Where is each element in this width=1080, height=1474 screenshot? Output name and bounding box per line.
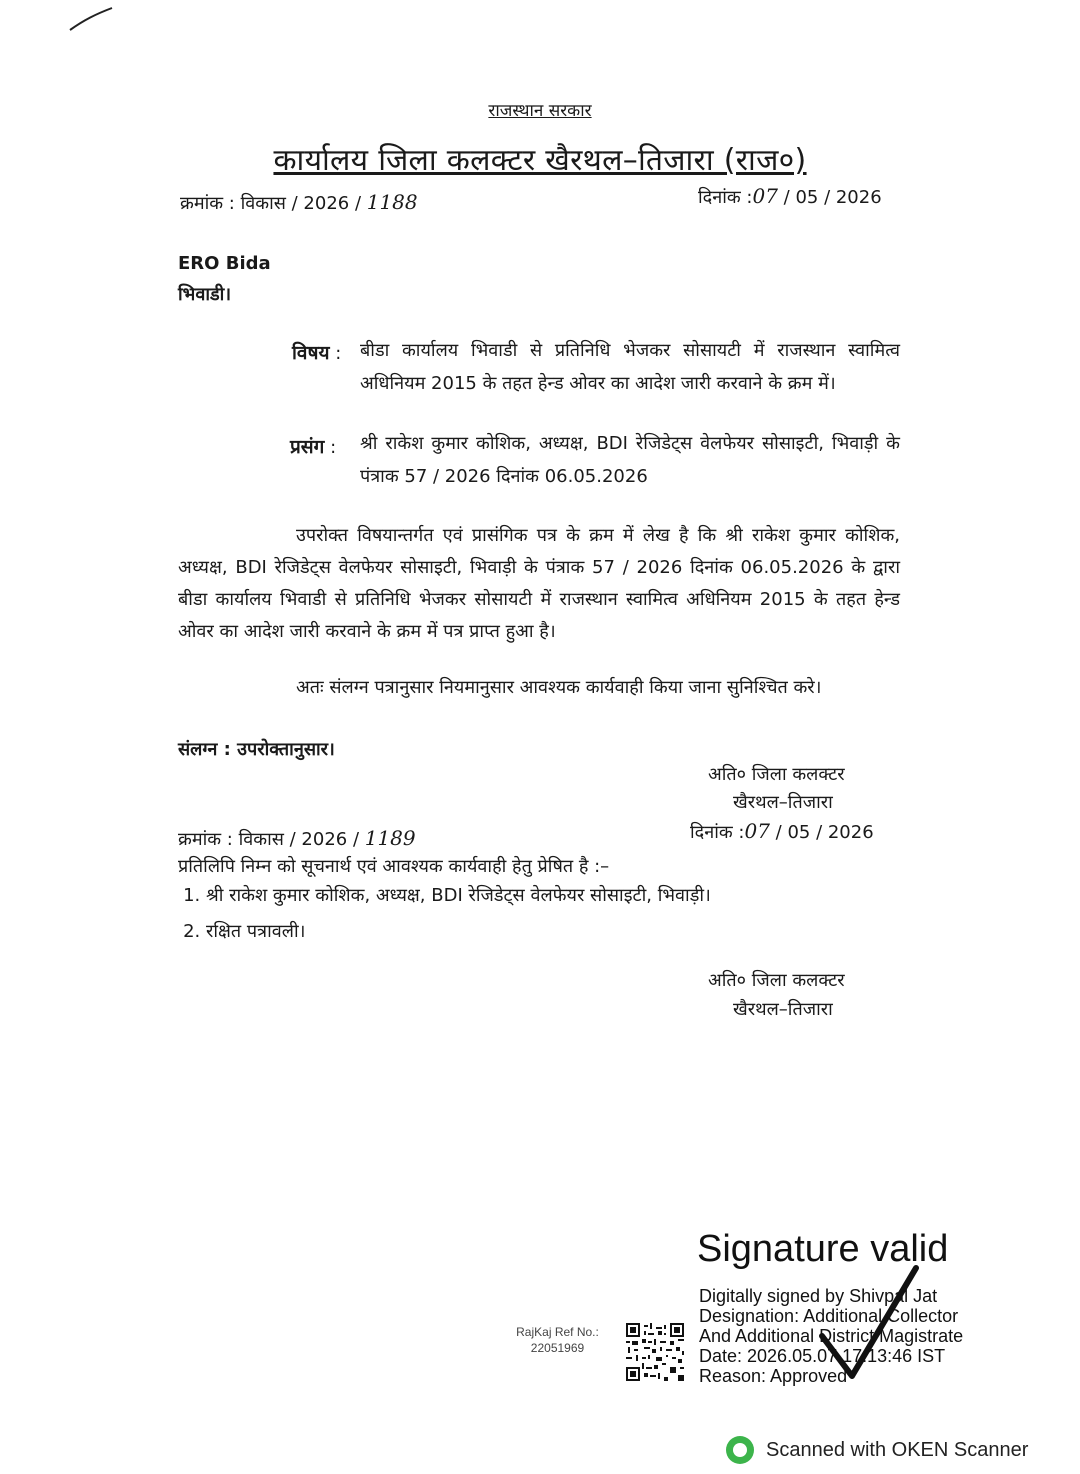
ref-number xyxy=(180,187,418,219)
signature-signed-by: Digitally signed by Shivpal Jat xyxy=(699,1286,938,1306)
ref-number-2 xyxy=(178,823,416,855)
ref-date-2 xyxy=(690,816,874,848)
subject-label-text: विषय xyxy=(292,342,330,364)
reference-label: प्रसंग : xyxy=(290,436,337,458)
ref-number-handwritten: 1188 xyxy=(366,190,418,214)
copy-item-2: 2. रक्षित पत्रावली। xyxy=(206,914,898,950)
ref-date-2-rest: / 05 / 2026 xyxy=(769,822,874,843)
body-paragraph-2 xyxy=(178,672,900,704)
signature-date: Date: 2026.05.07 17:13:46 IST xyxy=(699,1346,946,1366)
ref-number-2-label: क्रमांक : विकास / 2026 / xyxy=(178,829,365,850)
subject-text: बीडा कार्यालय भिवाडी से प्रतिनिधि भेजकर सोसायटी में राजस्थान स्वामित्व अधिनियम 2015 के तहत हेन्ड ओवर का आदेश जारी करवाने के क्रम में। xyxy=(360,340,900,394)
addressee-line1: ERO Bida xyxy=(178,253,271,274)
reference-text: श्री राकेश कुमार कोशिक, अध्यक्ष, BDI रेजिडेट्स वेलफेयर सोसाइटी, भिवाड़ी के पंत्राक 57 / 2026 दिनांक 06.05.2026 xyxy=(360,433,900,487)
government-title: राजस्थान सरकार xyxy=(488,101,592,121)
ref-date xyxy=(698,181,882,213)
copy-item-1: 1. श्री राकेश कुमार कोशिक, अध्यक्ष, BDI रेजिडेट्स वेलफेयर सोसाइटी, भिवाड़ी। xyxy=(206,878,898,914)
reference-label-text: प्रसंग xyxy=(290,436,325,458)
ref-date-handwritten: 07 xyxy=(752,184,778,208)
ref-number-label: क्रमांक : विकास / 2026 / xyxy=(180,193,367,214)
ref-date-2-handwritten: 07 xyxy=(744,819,770,843)
body-paragraph-1 xyxy=(178,520,900,648)
rajkaj-ref-label: RajKaj Ref No.: xyxy=(516,1325,599,1339)
rajkaj-ref-number: 22051969 xyxy=(530,1341,585,1355)
ref-date-label: दिनांक : xyxy=(698,187,753,208)
office-title: कार्यालय जिला कलक्टर खैरथल–तिजारा (राज०) xyxy=(273,143,807,178)
body-paragraph-1-text: उपरोक्त विषयान्तर्गत एवं प्रासंगिक पत्र के क्रम में लेख है कि श्री राकेश कुमार कोशिक, अध्यक्ष, BDI रेजिडेट्स वेलफेयर सोसाइटी, भिवाड़ी के पंत्राक 57 / 2026 दिनांक 06.05.2026 के द्वारा बीडा कार्यालय भिवाडी से प्रतिनिधि भेजकर सोसायटी में राजस्थान स्वामित्व अधिनियम 2015 के तहत हेन्ड ओवर का आदेश जारी करवाने के क्रम में पत्र प्राप्त हुआ है। xyxy=(178,525,900,642)
ref-date-2-label: दिनांक : xyxy=(690,822,745,843)
signatory-place: खैरथल–तिजारा xyxy=(733,792,833,813)
enclosure-line: संलग्न : उपरोक्तानुसार। xyxy=(178,739,335,760)
signatory-title: अति० जिला कलक्टर xyxy=(708,764,845,785)
signature-reason: Reason: Approved xyxy=(699,1366,848,1386)
ref-date-rest: / 05 / 2026 xyxy=(777,187,882,208)
signatory-title-2: अति० जिला कलक्टर xyxy=(708,970,845,991)
copy-list xyxy=(178,878,898,950)
signature-designation-2: And Additional District Magistrate xyxy=(699,1326,964,1346)
signatory-place-2: खैरथल–तिजारा xyxy=(733,999,833,1020)
oken-logo-icon xyxy=(726,1436,754,1464)
rajkaj-ref xyxy=(500,1324,615,1356)
subject-label: विषय : xyxy=(292,342,342,364)
body-paragraph-2-text: अतः संलग्न पत्रानुसार नियमानुसार आवश्यक कार्यवाही किया जाना सुनिश्चित करे। xyxy=(296,677,822,698)
copy-intro: प्रतिलिपि निम्न को सूचनार्थ एवं आवश्यक कार्यवाही हेतु प्रेषित है :– xyxy=(178,856,610,877)
signature-status: Signature valid xyxy=(697,1228,949,1270)
addressee-line2: भिवाडी। xyxy=(178,284,232,305)
scanner-text: Scanned with OKEN Scanner xyxy=(766,1438,1029,1461)
ref-number-2-handwritten: 1189 xyxy=(364,826,416,850)
pen-mark xyxy=(66,4,116,34)
check-mark-icon xyxy=(812,1258,922,1388)
signature-designation: Designation: Additional Collector xyxy=(699,1306,959,1326)
qr-code-icon xyxy=(626,1323,684,1381)
scanner-watermark xyxy=(726,1436,1028,1464)
